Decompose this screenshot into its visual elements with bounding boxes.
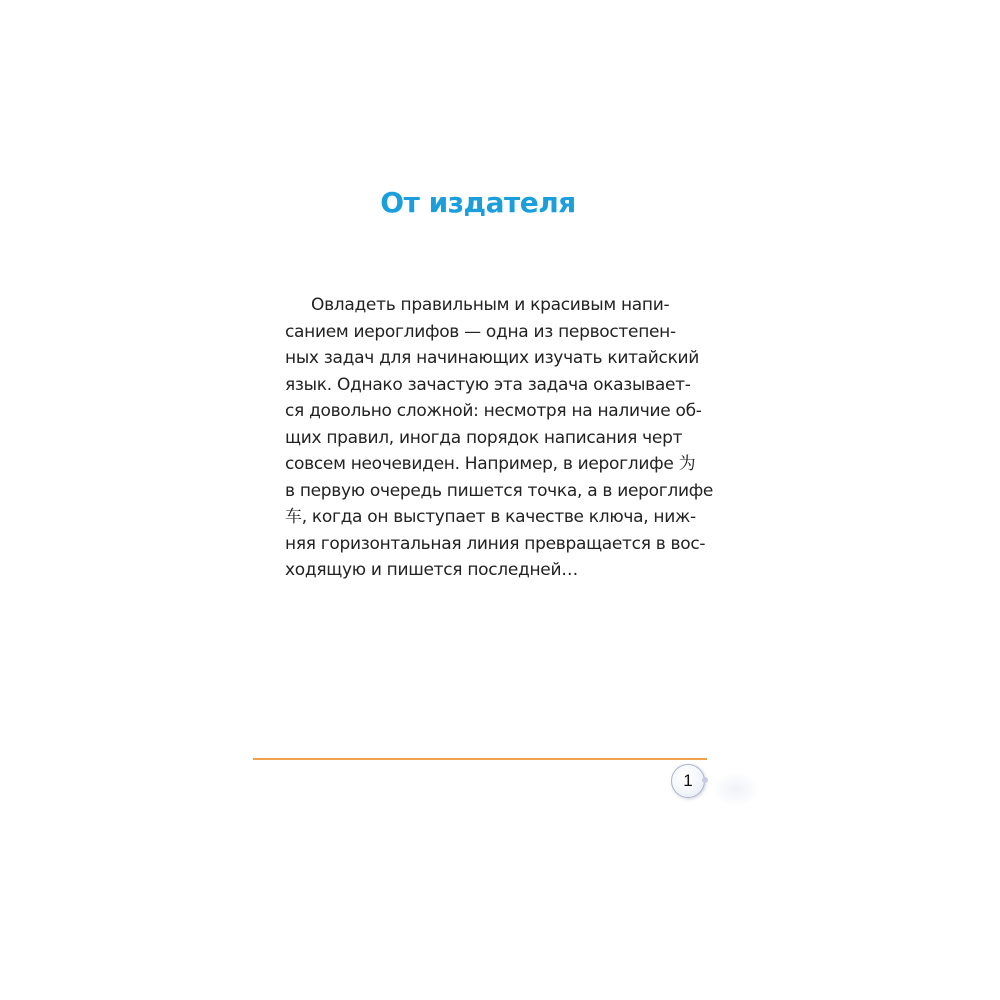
paragraph-line: 车, когда он выступает в качестве ключа, ниж-	[285, 507, 696, 527]
page-number: 1	[683, 771, 693, 790]
intro-paragraph	[285, 292, 714, 584]
page-title: От издателя	[380, 186, 576, 219]
paragraph-line: ходящую и пишется последней…	[285, 560, 578, 580]
paragraph-line: ся довольно сложной: несмотря на наличие об-	[285, 401, 702, 421]
paragraph-line: язык. Однако зачастую эта задача оказывает-	[285, 374, 691, 395]
paragraph-line: ных задач для начинающих изучать китайский	[285, 348, 700, 368]
page-badge-tail	[702, 777, 708, 783]
paragraph-line: щих правил, иногда порядок написания черт	[285, 427, 683, 448]
paragraph-line: Овладеть правильным и красивым напи-	[311, 295, 670, 315]
paragraph-line: в первую очередь пишется точка, а в иероглифе	[285, 480, 714, 501]
page-badge-shadow	[712, 772, 760, 806]
footer-divider	[253, 758, 707, 760]
paragraph-line: няя горизонтальная линия превращается в вос-	[285, 533, 706, 554]
page-number-badge	[671, 764, 705, 798]
paragraph-line: санием иероглифов — одна из первостепен-	[285, 321, 676, 342]
paragraph-line: совсем неочевиден. Например, в иероглифе 为	[285, 454, 696, 474]
